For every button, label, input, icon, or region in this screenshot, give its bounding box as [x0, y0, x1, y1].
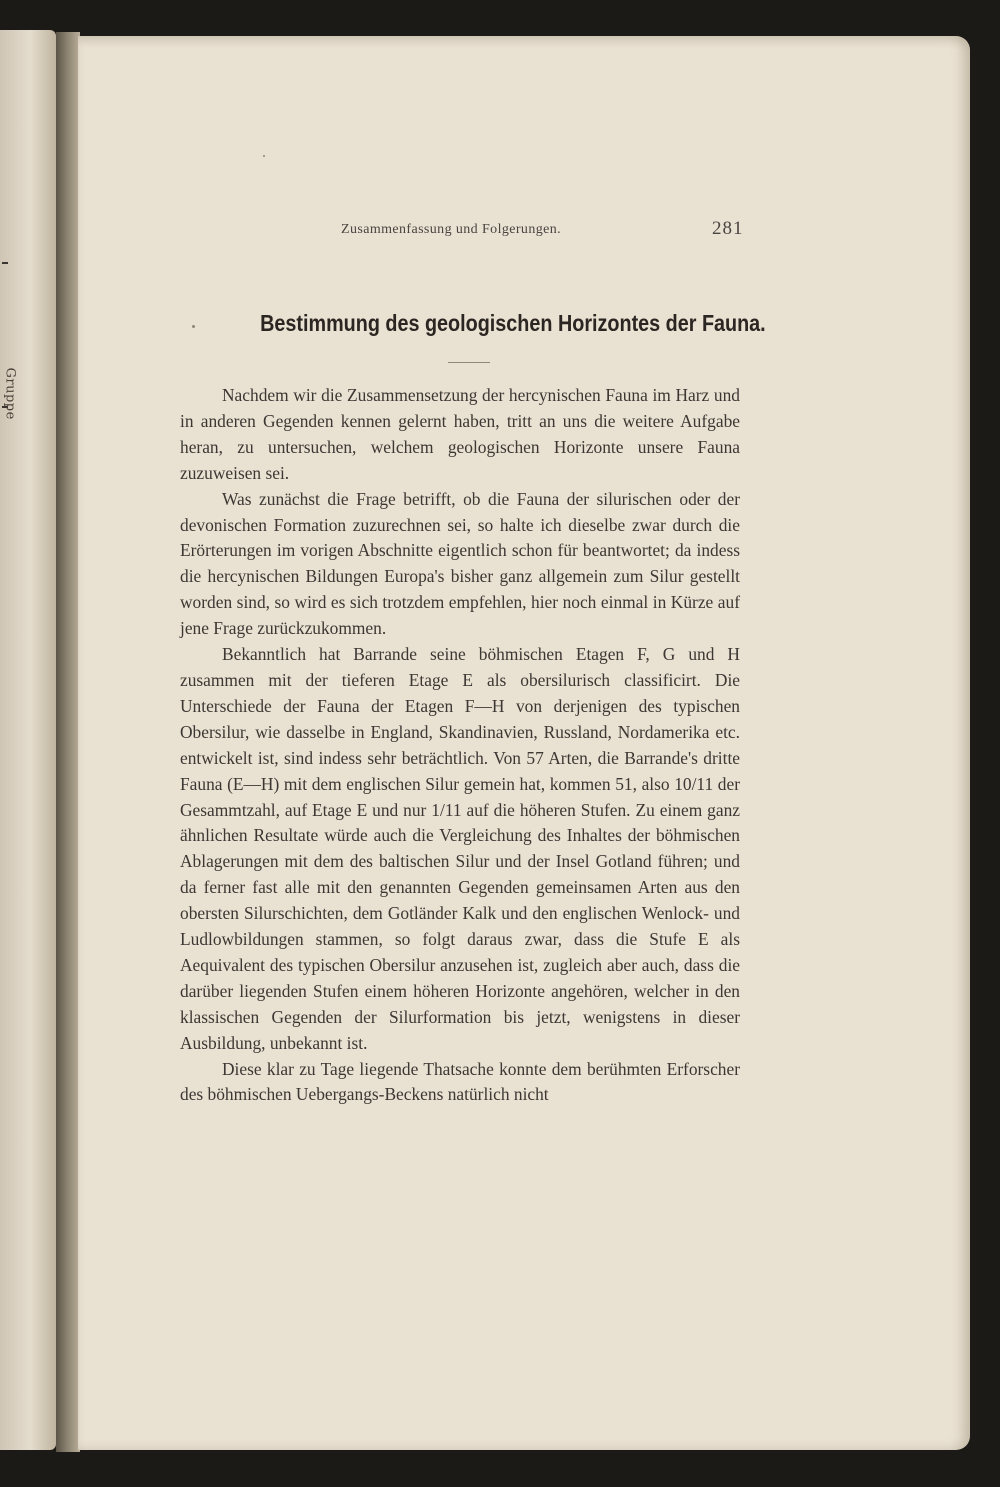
running-title: Zusammenfassung und Folgerungen. [341, 222, 562, 237]
book-gutter [56, 32, 80, 1452]
previous-page-edge [0, 30, 56, 1450]
previous-page-mark [2, 262, 8, 264]
body-text [180, 383, 740, 1108]
previous-page-fragment: Gruppe [2, 367, 18, 420]
page-number: 281 [712, 218, 744, 239]
paragraph: Diese klar zu Tage liegende Thatsache konnte dem berühmten Erforscher des böhmischen Uebergangs-Beckens natürlich nicht [180, 1058, 740, 1105]
paragraph: Was zunächst die Frage betrifft, ob die Fauna der silurischen oder der devonischen Formation zuzurechnen sei, so halte ich dieselbe zwar durch die Erörterungen im vorigen Abschnitte eigentlich schon für beantwortet; da indess die hercynischen Bildungen Europa's bisher ganz allgemein zum Silur gestellt worden sind, so wird es sich trotzdem empfehlen, hier noch einmal in Kürze auf jene Frage zurückzukommen. [180, 488, 740, 639]
paragraph: Bekanntlich hat Barrande seine böhmischen Etagen F, G und H zusammen mit der tieferen Etage E als obersilurisch classificirt. Die Unterschiede der Fauna der Etagen F—H von derjenigen des typischen Obersilur, wie dasselbe in England, Skandinavien, Russland, Nordamerika etc. entwickelt ist, sind indess sehr beträchtlich. Von 57 Arten, die Barrande's dritte Fauna (E—H) mit dem englischen Silur gemein hat, kommen 51, also 10/11 der Gesammtzahl, auf Etage E und nur 1/11 auf die höheren Stufen. Zu einem ganz ähnlichen Resultate würde auch die Vergleichung des Inhaltes der böhmischen Ablagerungen mit dem des baltischen Silur und der Insel Gotland führen; und da ferner fast alle mit den genannten Gegenden gemeinsamen Arten aus den obersten Silurschichten, dem Gotländer Kalk und den englischen Wenlock- und Ludlowbildungen stammen, so folgt daraus zwar, dass die Stufe E als Aequivalent des typischen Obersilur anzusehen ist, zugleich aber auch, dass die darüber liegenden Stufen einem höheren Horizonte angehören, welcher in den klassischen Gegenden der Silurformation bis jetzt, wenigstens in dieser Ausbildung, unbekannt ist. [180, 644, 740, 1053]
dust-speck [263, 155, 265, 157]
paragraph: Nachdem wir die Zusammensetzung der hercynischen Fauna im Harz und in anderen Gegenden kennen gelernt haben, tritt an uns die weitere Aufgabe heran, zu untersuchen, welchem geologischen Horizonte unsere Fauna zuzuweisen sei. [180, 385, 740, 483]
title-divider [448, 362, 490, 363]
section-title: Bestimmung des geologischen Horizontes der Fauna. [260, 310, 766, 336]
